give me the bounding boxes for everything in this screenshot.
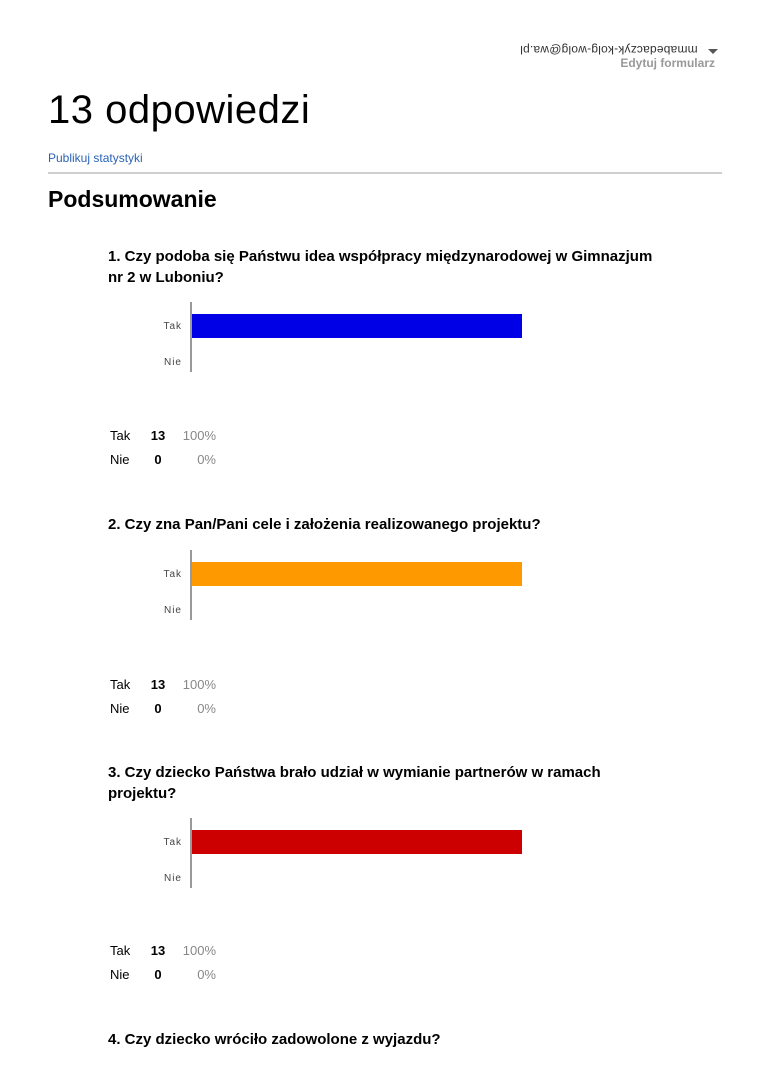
question-3-chart	[108, 818, 668, 898]
page-title: 13 odpowiedzi	[48, 88, 311, 132]
divider	[48, 172, 722, 174]
question-1	[108, 246, 668, 467]
stats-label: Tak	[110, 428, 131, 443]
stats-percent: 0%	[197, 452, 216, 467]
question-3	[108, 762, 668, 982]
stats-label: Tak	[110, 943, 131, 958]
bar-chart	[108, 302, 668, 382]
summary-heading: Podsumowanie	[48, 186, 217, 212]
tick-label: Tak	[163, 569, 182, 580]
question-2-chart	[108, 550, 668, 630]
stats-label: Nie	[110, 452, 130, 467]
question-4	[108, 1029, 668, 1050]
top-bar	[0, 0, 768, 80]
stats-percent: 100%	[182, 677, 216, 692]
bar-chart	[108, 550, 668, 630]
stats-percent: 0%	[197, 967, 216, 982]
tick-label: Nie	[163, 873, 182, 884]
stats-count: 0	[154, 967, 162, 982]
question-title: 2. Czy zna Pan/Pani cele i założenia realizowanego projektu?	[108, 516, 541, 533]
question-title: 4. Czy dziecko wróciło zadowolone z wyjazdu?	[108, 1031, 441, 1048]
question-2	[108, 514, 668, 716]
stats-label: Nie	[110, 967, 130, 982]
publish-statistics-link[interactable]: Publikuj statystyki	[48, 151, 143, 165]
tick-label: Tak	[163, 321, 182, 332]
stats-count: 0	[154, 701, 162, 716]
stats-count: 0	[154, 452, 162, 467]
stats-label: Tak	[110, 677, 131, 692]
stats-label: Nie	[110, 701, 130, 716]
bar-tak	[192, 562, 522, 586]
bar-chart	[108, 818, 668, 898]
question-1-chart	[108, 302, 668, 382]
edit-form-link[interactable]: Edytuj formularz	[620, 56, 715, 70]
account-email[interactable]: mmabedaczyk-kolg-wolg@wa.pl	[520, 43, 698, 57]
bar-tak	[192, 830, 522, 854]
bar-tak	[192, 314, 522, 338]
tick-label: Nie	[163, 357, 182, 368]
tick-label: Nie	[163, 605, 182, 616]
stats-percent: 100%	[182, 428, 216, 443]
stats-count: 13	[150, 428, 166, 443]
stats-percent: 100%	[182, 943, 216, 958]
stats-count: 13	[150, 677, 166, 692]
stats-percent: 0%	[197, 701, 216, 716]
chevron-down-icon[interactable]	[708, 49, 718, 54]
tick-label: Tak	[163, 837, 182, 848]
question-title: 3. Czy dziecko Państwa brało udział w wymianie partnerów w ramach projektu?	[108, 764, 601, 802]
stats-count: 13	[150, 943, 166, 958]
question-title: 1. Czy podoba się Państwu idea współpracy międzynarodowej w Gimnazjum nr 2 w Luboniu?	[108, 248, 653, 286]
